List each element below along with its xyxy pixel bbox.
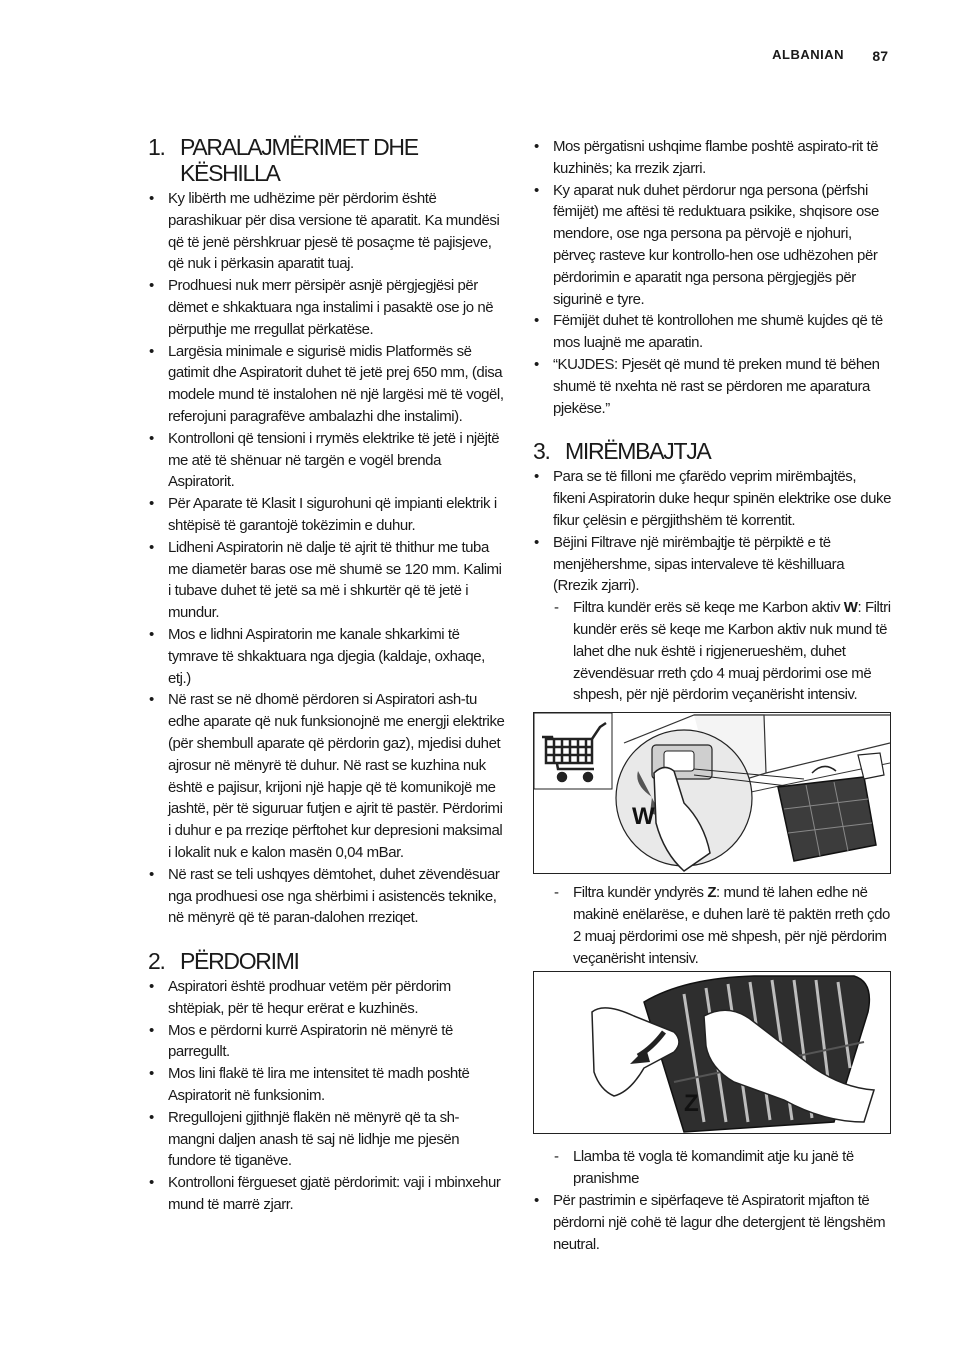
cleaning-list <box>533 1190 891 1255</box>
maintenance-list <box>533 466 891 706</box>
list-item: • Prodhuesi nuk merr përsipër asnjë përgjegjësi për dëmet e shkaktuara nga instalimi i pasaktë ose jo në përputhje me rregullat përkatëse. <box>148 275 505 340</box>
sub-item-lamps: - Llamba të vogla të komandimit atje ku janë të pranishme <box>553 1146 891 1190</box>
list-item: • Mos lini flakë të lira me intensitet të madh poshtë Aspiratorit në funksionim. <box>148 1063 505 1107</box>
list-item: • Kontrolloni fërgueset gjatë përdorimit: vaji i mbinxehur mund të marrë zjarr. <box>148 1172 505 1216</box>
list-item: • Në rast se teli ushqyes dëmtohet, duhet zëvendësuar nga prodhuesi ose nga shërbimi i asistencës teknike, në mënyrë që të paran-dalohen rreziqet. <box>148 864 505 929</box>
section-heading-maintenance: 3. MIRËMBAJTJA <box>533 438 711 465</box>
list-item: • Fëmijët duhet të kontrollohen me shumë kujdes që të mos luajnë me aparatin. <box>533 310 891 354</box>
section-heading-warnings: 1. PARALAJMËRIMET DHE KËSHILLA <box>148 134 418 186</box>
list-item: • Mos e lidhni Aspiratorin me kanale shkarkimi të tymrave të shkaktuara nga djegia (kaldaje, oxhaqe, etj.) <box>148 624 505 689</box>
sub-item-grease-filter: - Filtra kundër yndyrës Z: mund të lahen edhe në makinë enëlarëse, e duhen larë të paktën rreth çdo 2 muaj përdorimi ose më shpesh, për një përdorim veçanërisht intensiv. <box>553 882 891 969</box>
lamp-sublist <box>533 1146 891 1190</box>
grease-filter-figure <box>533 971 891 1134</box>
list-item: • Aspiratori është prodhuar vetëm për përdorim shtëpiak, për të hequr erërat e kuzhinës. <box>148 976 505 1020</box>
grease-filter-sublist <box>533 882 891 969</box>
list-item: • Kontrolloni që tensioni i rrymës elektrike të jetë i njëjtë me atë të shënuar në targën e vogël brenda Aspiratorit. <box>148 428 505 493</box>
usage-list <box>148 976 505 1216</box>
page-number: 87 <box>872 48 888 64</box>
header-language: ALBANIAN <box>772 47 844 62</box>
warnings-list <box>148 188 505 929</box>
page-header <box>0 47 954 67</box>
section-heading-usage: 2. PËRDORIMI <box>148 948 299 975</box>
list-item: • Bëjini Filtrave një mirëmbajtje të përpiktë e të menjëhershme, sipas intervaleve të këshilluara (Rrezik zjarri). - Filtra kundër erës së keqe me Karbon aktiv W: Filtri kundër erës së keqe me Karbon aktiv nuk mund të lahet dhe nuk është i rigjenerueshëm, duhet zëvendësuar rreth çdo 4 muaj përdorimi ose më shpesh, për një përdorim veçanërisht intensiv. <box>533 532 891 706</box>
list-item: • Rregullojeni gjithnjë flakën në mënyrë që ta sh-mangni daljen anash të saj në lidhje me pjesën fundore të tiganëve. <box>148 1107 505 1172</box>
left-column <box>148 134 505 1216</box>
right-column <box>533 136 891 1255</box>
carbon-filter-illustration <box>534 713 890 873</box>
list-item: • Lidheni Aspiratorin në dalje të ajrit të thithur me tuba me diametër baras ose më shumë se 120 mm. Kalimi i tubave duhet të jetë sa më i shkurtër që të jetë i mundur. <box>148 537 505 624</box>
grease-filter-illustration <box>534 972 890 1133</box>
carbon-filter-figure <box>533 712 891 874</box>
list-item: • Ky aparat nuk duhet përdorur nga persona (përfshi fëmijët) me aftësi të reduktuara psikike, shqisore ose mendore, ose nga persona pa përvojë e njohuri, përveç rasteve kur kontrollo-hen ose udhëzohen për përdorimin e aparatit nga persona përgjegjës për sigurinë e tyre. <box>533 180 891 311</box>
sub-item-carbon-filter: - Filtra kundër erës së keqe me Karbon aktiv W: Filtri kundër erës së keqe me Karbon aktiv nuk mund të lahet dhe nuk është i rigjenerueshëm, duhet zëvendësuar rreth çdo 4 muaj përdorimi ose më shpesh, për një përdorim veçanërisht intensiv. <box>553 597 891 706</box>
list-item: • Për Aparate të Klasit I sigurohuni që impianti elektrik i shtëpisë të garantojë tokëzimin e duhur. <box>148 493 505 537</box>
figure-label-z: Z <box>684 1090 699 1118</box>
list-item: • Për pastrimin e sipërfaqeve të Aspiratorit mjafton të përdorni një cohë të lagur dhe detergjent të lëngshëm neutral. <box>533 1190 891 1255</box>
list-item: • Para se të filloni me çfarëdo veprim mirëmbajtës, fikeni Aspiratorin duke hequr spinën elektrike ose duke fikur çelësin e përgjithshëm të korrentit. <box>533 466 891 531</box>
filter-sublist <box>553 597 891 706</box>
list-item: • Largësia minimale e sigurisë midis Platformës së gatimit dhe Aspiratorit duhet të jetë prej 650 mm, (disa modele mund të instalohen në një largësi më të vogël, referojuni paragrafëve ambalazhi dhe instalimi). <box>148 341 505 428</box>
list-item: • Mos e përdorni kurrë Aspiratorin në mënyrë të parregullt. <box>148 1020 505 1064</box>
list-item: • Në rast se në dhomë përdoren si Aspiratori ash-tu edhe aparate që nuk funksionojnë me energji elektrike (për shembull aparate që përdorin gaz), mjedisi duhet ajrosur në mënyrë të duhur. Në rast se kuzhina nuk është e pajisur, krijoni një hapje që të komunikojë me jashtë, për të siguruar futjen e ajrit të pastër. Përdorimi i duhur e pa rreziqe përftohet kur depresioni maksimal i lokalit nuk e kalon masën 0,04 mBar. <box>148 689 505 863</box>
usage-list-continued <box>533 136 891 419</box>
list-item: • Mos përgatisni ushqime flambe poshtë aspirato-rit të kuzhinës; ka rrezik zjarri. <box>533 136 891 180</box>
figure-label-w: W <box>632 803 655 831</box>
list-item: • “KUJDES: Pjesët që mund të preken mund të bëhen shumë të nxehta në rast se përdoren me aparatura pjekëse.” <box>533 354 891 419</box>
list-item: • Ky libërth me udhëzime për përdorim është parashikuar për disa versione të aparatit. Ka mundësi që të jenë përshkruar pjesë të posaçme të pajisjeve, që nuk i përkasin aparatit tuaj. <box>148 188 505 275</box>
